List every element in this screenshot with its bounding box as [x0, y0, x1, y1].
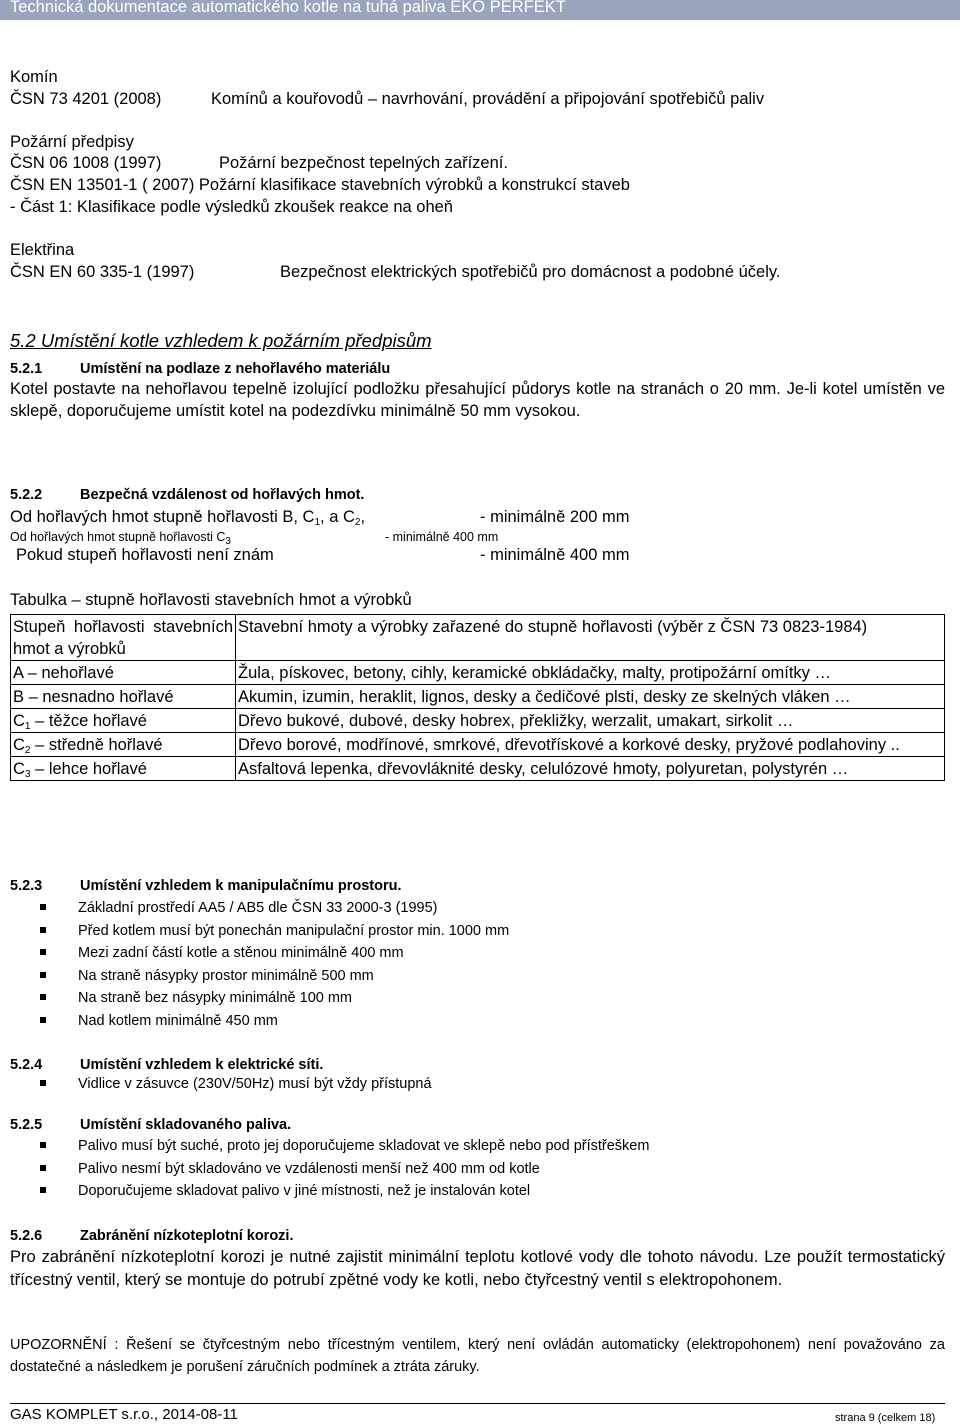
electric-heading: Elektřina — [10, 241, 75, 259]
warning-text: : Řešení se čtyřcestným nebo třícestným ventilem, který není ovládán automaticky (elektropohonem) není považováno za dostatečné a následkem je porušení záručních podmínek a ztráta záruky. — [10, 1337, 945, 1375]
section-5-2-5-title: Umístění skladovaného paliva. — [80, 1117, 292, 1133]
list-item: Nad kotlem minimálně 450 mm — [40, 1011, 509, 1034]
section-5-2-3-title: Umístění vzhledem k manipulačnímu prostoru. — [80, 878, 402, 894]
distance-row-2-value: - minimálně 400 mm — [385, 530, 499, 544]
section-5-2-5-list — [40, 1136, 649, 1204]
section-5-2-3-list — [40, 898, 509, 1033]
table-header-materials: Stavební hmoty a výrobky zařazené do stupně hořlavosti (výběr z ČSN 73 0823-1984) — [236, 615, 945, 661]
document-title: Technická dokumentace automatického kotle na tuhá paliva EKO PERFEKT — [10, 0, 566, 16]
table-row — [11, 757, 945, 781]
list-item: Před kotlem musí být ponechán manipulační prostor min. 1000 mm — [40, 921, 509, 944]
section-5-2-2-number: 5.2.2 — [10, 487, 43, 503]
table-cell-materials: Akumin, izumin, heraklit, lignos, desky a čedičové plsti, desky ze skelných vláken … — [236, 685, 945, 709]
table-row — [11, 709, 945, 733]
section-5-2-1-text: Kotel postavte na nehořlavou tepelně izolující podložku přesahující půdorys kotle na stranách o 20 mm. Je-li kotel umístěn ve sklepě, doporučujeme umístit kotel na podezdívku minimálně 50 mm vysokou. — [10, 380, 945, 420]
section-5-2-2-title: Bezpečná vzdálenost od hořlavých hmot. — [80, 487, 365, 503]
list-item: Palivo musí být suché, proto jej doporučujeme skladovat ve sklepě nebo pod přístřeškem — [40, 1136, 649, 1159]
table-row — [11, 733, 945, 757]
section-5-2-1-number: 5.2.1 — [10, 361, 43, 377]
footer-company-date: GAS KOMPLET s.r.o., 2014-08-11 — [10, 1406, 238, 1423]
document-header — [0, 0, 960, 20]
table-cell-grade: B – nesnadno hořlavé — [11, 685, 236, 709]
list-item: Vidlice v zásuvce (230V/50Hz) musí být vždy přístupná — [40, 1074, 432, 1097]
list-item: Palivo nesmí být skladováno ve vzdálenosti menší než 400 mm od kotle — [40, 1159, 649, 1182]
fire-code: ČSN 06 1008 (1997) — [10, 154, 162, 172]
electric-code: ČSN EN 60 335-1 (1997) — [10, 263, 195, 281]
table-cell-grade: A – nehořlavé — [11, 661, 236, 685]
list-item: Základní prostředí AA5 / AB5 dle ČSN 33 2000-3 (1995) — [40, 898, 509, 921]
distance-row-1-value: - minimálně 200 mm — [480, 508, 630, 526]
table-cell-materials: Dřevo borové, modřínové, smrkové, dřevotřískové a korkové desky, pryžové podlahoviny .. — [236, 733, 945, 757]
table-header-grade: Stupeň hořlavosti stavebních hmot a výrobků — [11, 615, 236, 661]
section-5-2-3-number: 5.2.3 — [10, 878, 43, 894]
list-item: Mezi zadní částí kotle a stěnou minimálně 400 mm — [40, 943, 509, 966]
table-row — [11, 685, 945, 709]
distance-row-1: Od hořlavých hmot stupně hořlavosti B, $C_1$, a $C_2$, — [10, 508, 366, 528]
table-row — [11, 661, 945, 685]
fire-heading: Požární předpisy — [10, 133, 134, 151]
section-5-2-4-title: Umístění vzhledem k elektrické síti. — [80, 1057, 324, 1073]
chimney-heading: Komín — [10, 68, 58, 86]
list-item: Na straně násypky prostor minimálně 500 mm — [40, 966, 509, 989]
chimney-desc: Komínů a kouřovodů – navrhování, provádění a připojování spotřebičů paliv — [211, 90, 765, 108]
table-header-row — [11, 615, 945, 661]
distance-row-3-value: - minimálně 400 mm — [480, 546, 630, 564]
electric-desc: Bezpečnost elektrických spotřebičů pro domácnost a podobné účely. — [280, 263, 781, 281]
table-cell-materials: Dřevo bukové, dubové, desky hobrex, překližky, werzalit, umakart, sirkolit … — [236, 709, 945, 733]
distance-row-2: Od hořlavých hmot stupně hořlavosti $C_3$ — [10, 530, 231, 547]
warning-note — [10, 1334, 945, 1378]
table-cell-materials: Asfaltová lepenka, dřevovláknité desky, celulózové hmoty, polyuretan, polystyrén … — [236, 757, 945, 781]
warning-label: UPOZORNĚNÍ — [10, 1337, 107, 1353]
footer-divider — [10, 1403, 945, 1404]
table-cell-materials: Žula, pískovec, betony, cihly, keramické obkládačky, malty, protipožární omítky … — [236, 661, 945, 685]
section-5-2-5-number: 5.2.5 — [10, 1117, 43, 1133]
fire-line2: ČSN EN 13501-1 ( 2007) Požární klasifikace stavebních výrobků a konstrukcí staveb — [10, 176, 630, 194]
section-5-2-6-number: 5.2.6 — [10, 1228, 43, 1244]
list-item: Doporučujeme skladovat palivo v jiné místnosti, než je instalován kotel — [40, 1181, 649, 1204]
table-cell-grade: $C_1$ – těžce hořlavé — [11, 709, 236, 733]
chimney-code: ČSN 73 4201 (2008) — [10, 90, 162, 108]
distance-row-3: Pokud stupeň hořlavosti není znám — [16, 546, 274, 564]
footer-page-number: strana 9 (celkem 18) — [835, 1412, 936, 1424]
section-5-2-heading: 5.2 Umístění kotle vzhledem k požárním předpisům — [10, 330, 432, 351]
list-item: Na straně bez násypky minimálně 100 mm — [40, 988, 509, 1011]
section-5-2-1-title: Umístění na podlaze z nehořlavého materiálu — [80, 361, 391, 377]
section-5-2-6-title: Zabránění nízkoteplotní korozi. — [80, 1228, 294, 1244]
table-caption: Tabulka – stupně hořlavosti stavebních hmot a výrobků — [10, 591, 412, 609]
section-5-2-6-text: Pro zabránění nízkoteplotní korozi je nutné zajistit minimální teplotu kotlové vody dle tohoto návodu. Lze použít termostatický třícestný ventil, který se montuje do potrubí zpětné vody ke kotli, nebo čtyřcestný ventil s elektropohonem. — [10, 1248, 945, 1289]
section-5-2-4-list — [40, 1074, 432, 1097]
fire-desc: Požární bezpečnost tepelných zařízení. — [219, 154, 508, 172]
flammability-table — [10, 614, 945, 781]
table-cell-grade: $C_3$ – lehce hořlavé — [11, 757, 236, 781]
section-5-2-4-number: 5.2.4 — [10, 1057, 43, 1073]
table-cell-grade: $C_2$ – středně hořlavé — [11, 733, 236, 757]
fire-line3: - Část 1: Klasifikace podle výsledků zkoušek reakce na oheň — [10, 198, 453, 216]
